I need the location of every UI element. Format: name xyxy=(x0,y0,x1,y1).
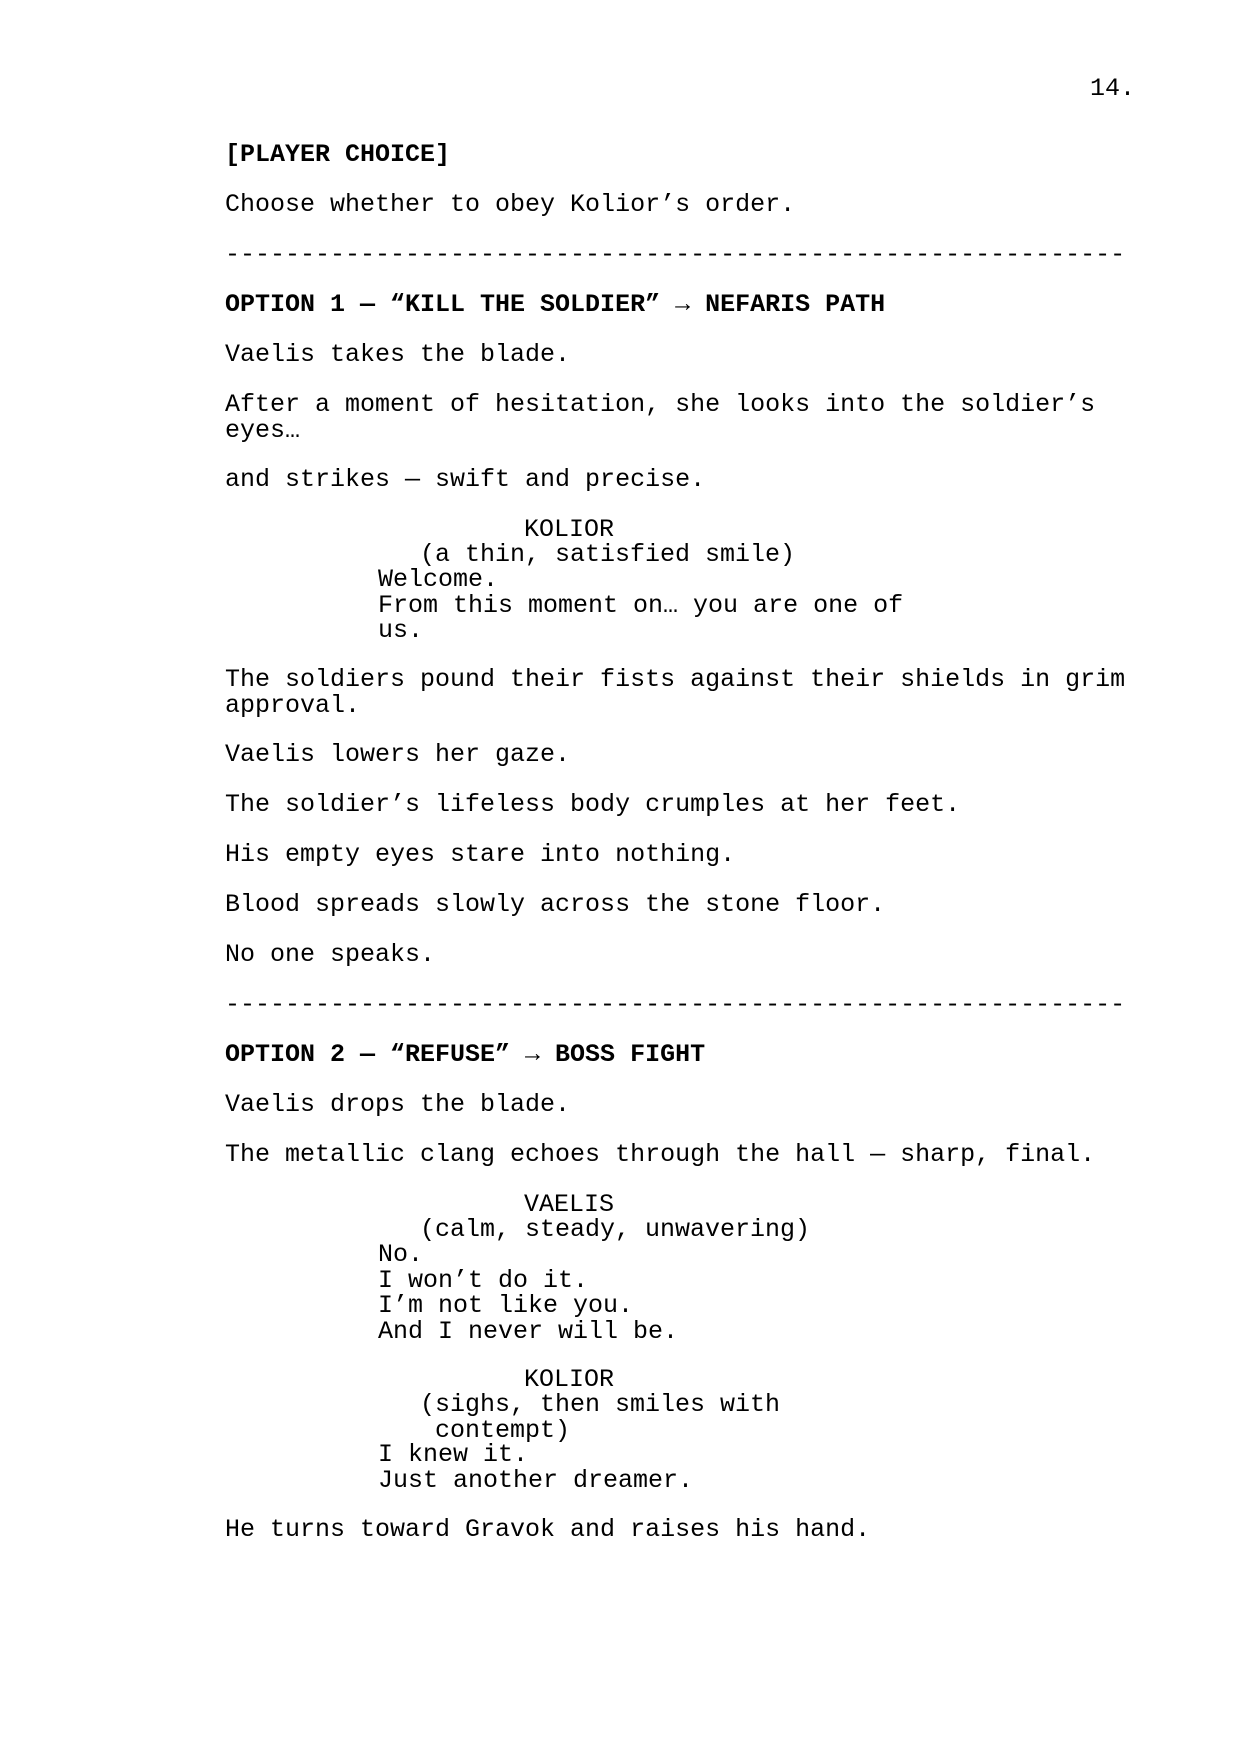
dialogue: Welcome. From this moment on… you are one of us. xyxy=(378,565,904,645)
player-choice-heading: [PLAYER CHOICE] xyxy=(225,140,451,169)
action-line: After a moment of hesitation, she looks into the soldier’s eyes… xyxy=(225,390,1096,445)
parenthetical: (sighs, then smiles with contempt) xyxy=(420,1390,781,1445)
choice-prompt: Choose whether to obey Kolior’s order. xyxy=(225,190,796,219)
action-line: and strikes — swift and precise. xyxy=(225,465,706,494)
option-1-heading: OPTION 1 — “KILL THE SOLDIER” → NEFARIS PATH xyxy=(225,290,886,319)
character-name: VAELIS xyxy=(524,1190,615,1219)
action-line: He turns toward Gravok and raises his hand. xyxy=(225,1515,871,1544)
section-divider: ------------------------------------------------------------ xyxy=(225,992,1126,1018)
action-line: The soldiers pound their fists against their shields in grim approval. xyxy=(225,665,1126,720)
action-line: No one speaks. xyxy=(225,940,436,969)
parenthetical: (a thin, satisfied smile) xyxy=(420,540,796,569)
dialogue: I knew it. Just another dreamer. xyxy=(378,1440,694,1495)
action-line: His empty eyes stare into nothing. xyxy=(225,840,736,869)
action-line: Vaelis takes the blade. xyxy=(225,340,571,369)
action-line: The metallic clang echoes through the hall — sharp, final. xyxy=(225,1140,1096,1169)
section-divider: ------------------------------------------------------------ xyxy=(225,242,1126,268)
character-name: KOLIOR xyxy=(524,515,615,544)
action-line: Vaelis lowers her gaze. xyxy=(225,740,571,769)
action-line: Blood spreads slowly across the stone floor. xyxy=(225,890,886,919)
action-line: The soldier’s lifeless body crumples at her feet. xyxy=(225,790,961,819)
action-line: Vaelis drops the blade. xyxy=(225,1090,571,1119)
page-number: 14. xyxy=(1090,74,1136,103)
character-name: KOLIOR xyxy=(524,1365,615,1394)
option-2-heading: OPTION 2 — “REFUSE” → BOSS FIGHT xyxy=(225,1040,706,1069)
dialogue: No. I won’t do it. I’m not like you. And I never will be. xyxy=(378,1240,679,1346)
parenthetical: (calm, steady, unwavering) xyxy=(420,1215,811,1244)
